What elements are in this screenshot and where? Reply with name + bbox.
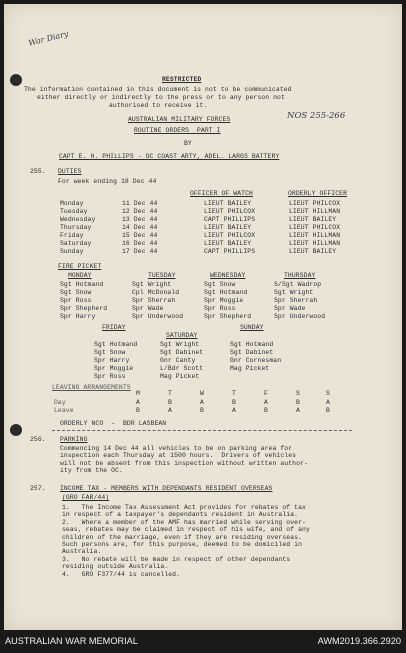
archive-footer bbox=[0, 630, 406, 653]
duty-day: Saturday bbox=[60, 240, 92, 247]
leave-cell: B bbox=[296, 399, 300, 406]
picket-name: Spr Shepherd bbox=[60, 305, 108, 312]
by-line: BY bbox=[184, 140, 192, 147]
punch-hole bbox=[10, 424, 22, 436]
picket-name: Spr Wade bbox=[132, 305, 164, 312]
picket-name: Spr Wade bbox=[274, 305, 306, 312]
duty-oo: LIEUT HILLMAN bbox=[289, 232, 341, 239]
leave-cell: B bbox=[136, 407, 140, 414]
duty-oo: LIEUT BAILEY bbox=[289, 248, 337, 255]
picket-name: Spr Sherrah bbox=[132, 297, 176, 304]
duty-ofw: LIEUT PHILCOX bbox=[204, 232, 256, 239]
divider bbox=[52, 430, 352, 431]
para-number: 256. bbox=[30, 436, 46, 443]
leave-row-label: Leave bbox=[54, 407, 74, 414]
leave-day: W bbox=[200, 390, 204, 397]
picket-name: Sgt Hotmand bbox=[204, 289, 248, 296]
picket-name: Gnr Canty bbox=[160, 357, 196, 364]
duty-day: Thursday bbox=[60, 224, 92, 231]
picket-name: Sgt Wright bbox=[132, 281, 172, 288]
notice-line: The information contained in this document is not to be communicated bbox=[24, 86, 292, 93]
leave-cell: B bbox=[168, 399, 172, 406]
picket-name: Gnr Cornesman bbox=[230, 357, 282, 364]
leave-cell: A bbox=[296, 407, 300, 414]
document-page bbox=[4, 4, 402, 630]
picket-name: Sgt Snow bbox=[204, 281, 236, 288]
picket-name: Sgt Dabinet bbox=[230, 349, 274, 356]
picket-name: Spr Moggie bbox=[94, 365, 134, 372]
duties-title: DUTIES bbox=[58, 168, 82, 175]
income-tax-subtitle: (GRO FAR/44) bbox=[62, 494, 110, 501]
force-heading: AUSTRALIAN MILITARY FORCES bbox=[128, 116, 231, 123]
picket-name: Spr Sherrah bbox=[274, 297, 318, 304]
picket-name: Spr Harry bbox=[94, 357, 130, 364]
picket-name: Sgt Hotmand bbox=[94, 341, 138, 348]
picket-day: WEDNESDAY bbox=[210, 272, 246, 279]
duty-day: Friday bbox=[60, 232, 84, 239]
leave-cell: A bbox=[200, 399, 204, 406]
duty-day: Tuesday bbox=[60, 208, 88, 215]
duty-oo: LIEUT BAILEY bbox=[289, 216, 337, 223]
picket-name: Spr Moggie bbox=[204, 297, 244, 304]
col-orderly-officer: ORDERLY OFFICER bbox=[288, 190, 348, 197]
duty-date: 16 Dec 44 bbox=[122, 240, 158, 247]
picket-name: Sgt Dabinet bbox=[160, 349, 204, 356]
footer-institution: AUSTRALIAN WAR MEMORIAL bbox=[5, 636, 138, 646]
duty-oo: LIEUT PHILCOX bbox=[289, 224, 341, 231]
picket-name: Spr Underwood bbox=[274, 313, 326, 320]
duty-day: Wednesday bbox=[60, 216, 96, 223]
leave-row-label: Day bbox=[54, 399, 66, 406]
restricted-heading: RESTRICTED bbox=[162, 76, 202, 83]
picket-day: MONDAY bbox=[68, 272, 92, 279]
duty-oo: LIEUT HILLMAN bbox=[289, 240, 341, 247]
leave-cell: B bbox=[200, 407, 204, 414]
duty-date: 13 Dec 44 bbox=[122, 216, 158, 223]
duty-date: 15 Dec 44 bbox=[122, 232, 158, 239]
picket-name: Sgt Snow bbox=[94, 349, 126, 356]
para-number: 255. bbox=[30, 168, 46, 175]
duty-date: 14 Dec 44 bbox=[122, 224, 158, 231]
picket-name: Mag Picket bbox=[160, 373, 200, 380]
picket-name: Spr Underwood bbox=[132, 313, 184, 320]
leave-day: T bbox=[168, 390, 172, 397]
orders-heading: ROUTINE ORDERS PART I bbox=[134, 127, 221, 134]
parking-text: Commencing 14 Dec 44 all vehicles to be on parking area for inspection each Thursday at 1500 hours. Drivers of vehicles will not be absent from this inspection without written author- ity from the OC. bbox=[60, 445, 308, 475]
income-tax-title: INCOME TAX - MEMBERS WITH DEPENDANTS RESIDENT OVERSEAS bbox=[60, 485, 273, 492]
duty-ofw: LIEUT BAILEY bbox=[204, 200, 252, 207]
duty-oo: LIEUT HILLMAN bbox=[289, 208, 341, 215]
leave-day: S bbox=[296, 390, 300, 397]
duty-day: Monday bbox=[60, 200, 84, 207]
picket-name: Spr Ross bbox=[60, 297, 92, 304]
picket-name: S/Sgt Wadrop bbox=[274, 281, 322, 288]
handwritten-annotation: War Diary bbox=[27, 29, 70, 48]
notice-line: authorised to receive it. bbox=[109, 102, 208, 109]
fire-picket-title: FIRE PICKET bbox=[58, 263, 102, 270]
leave-day: T bbox=[232, 390, 236, 397]
duty-ofw: LIEUT BAILEY bbox=[204, 224, 252, 231]
leave-cell: B bbox=[264, 407, 268, 414]
leave-day: F bbox=[264, 390, 268, 397]
leave-cell: A bbox=[136, 399, 140, 406]
leave-cell: B bbox=[326, 407, 330, 414]
duty-ofw: LIEUT BAILEY bbox=[204, 240, 252, 247]
duty-ofw: CAPT PHILLIPS bbox=[204, 216, 256, 223]
picket-day: SATURDAY bbox=[166, 332, 198, 339]
picket-name: Sgt Hotmand bbox=[60, 281, 104, 288]
picket-name: Spr Ross bbox=[94, 373, 126, 380]
commander-line: CAPT E. H. PHILLIPS - OC COAST ARTY, ADEL. LARGS BATTERY bbox=[59, 153, 280, 160]
picket-name: L/Bdr Scott bbox=[160, 365, 204, 372]
duty-date: 11 Dec 44 bbox=[122, 200, 158, 207]
leave-cell: A bbox=[232, 407, 236, 414]
picket-name: Sgt Snow bbox=[60, 289, 92, 296]
leave-day: M bbox=[136, 390, 140, 397]
parking-title: PARKING bbox=[60, 436, 88, 443]
income-tax-text: 1. The Income Tax Assessment Act provides for rebates of tax in respect of a taxpayer's dependants resident in Australia. 2. Where a member of the AMF has married while serving over- seas, rebates may be claimed in respect of his wife, and of any children of the marriage, even if they are residing overseas. Such persons are, for this purpose, deemed to be domiciled in Australia. 3. No rebate will be made in respect of other dependants residing outside Australia. 4. GRO F377/44 is cancelled. bbox=[62, 504, 310, 578]
handwritten-nos: NOS 255-266 bbox=[287, 111, 346, 121]
notice-line: either directly or indirectly to the press or to any person not bbox=[37, 94, 285, 101]
picket-name: Spr Ross bbox=[204, 305, 236, 312]
picket-name: Sgt Wright bbox=[274, 289, 314, 296]
picket-day: TUESDAY bbox=[148, 272, 176, 279]
duty-oo: LIEUT PHILCOX bbox=[289, 200, 341, 207]
duty-day: Sunday bbox=[60, 248, 84, 255]
picket-name: Sgt Wright bbox=[160, 341, 200, 348]
col-officer-of-watch: OFFICER OF WATCH bbox=[190, 190, 253, 197]
orderly-nco: ORDERLY NCO - BDR LASBEAN bbox=[60, 420, 167, 427]
leave-cell: A bbox=[168, 407, 172, 414]
duty-date: 12 Dec 44 bbox=[122, 208, 158, 215]
duty-ofw: LIEUT PHILCOX bbox=[204, 208, 256, 215]
leave-day: S bbox=[326, 390, 330, 397]
picket-name: Spr Shepherd bbox=[204, 313, 252, 320]
picket-name: Cpl McDonald bbox=[132, 289, 180, 296]
footer-accession: AWM2019.366.2920 bbox=[317, 636, 401, 646]
picket-name: Sgt Hotmand bbox=[230, 341, 274, 348]
leave-cell: A bbox=[326, 399, 330, 406]
duty-date: 17 Dec 44 bbox=[122, 248, 158, 255]
leave-cell: B bbox=[232, 399, 236, 406]
punch-hole bbox=[10, 74, 22, 86]
leave-title: LEAVING ARRANGEMENTS bbox=[52, 384, 131, 391]
duties-week: For week ending 18 Dec 44 bbox=[58, 178, 157, 185]
picket-day: THURSDAY bbox=[284, 272, 316, 279]
picket-day: FRIDAY bbox=[102, 324, 126, 331]
picket-day: SUNDAY bbox=[240, 324, 264, 331]
para-number: 257. bbox=[30, 485, 46, 492]
picket-name: Mag Picket bbox=[230, 365, 270, 372]
leave-cell: A bbox=[264, 399, 268, 406]
picket-name: Spr Harry bbox=[60, 313, 96, 320]
duty-ofw: CAPT PHILLIPS bbox=[204, 248, 256, 255]
